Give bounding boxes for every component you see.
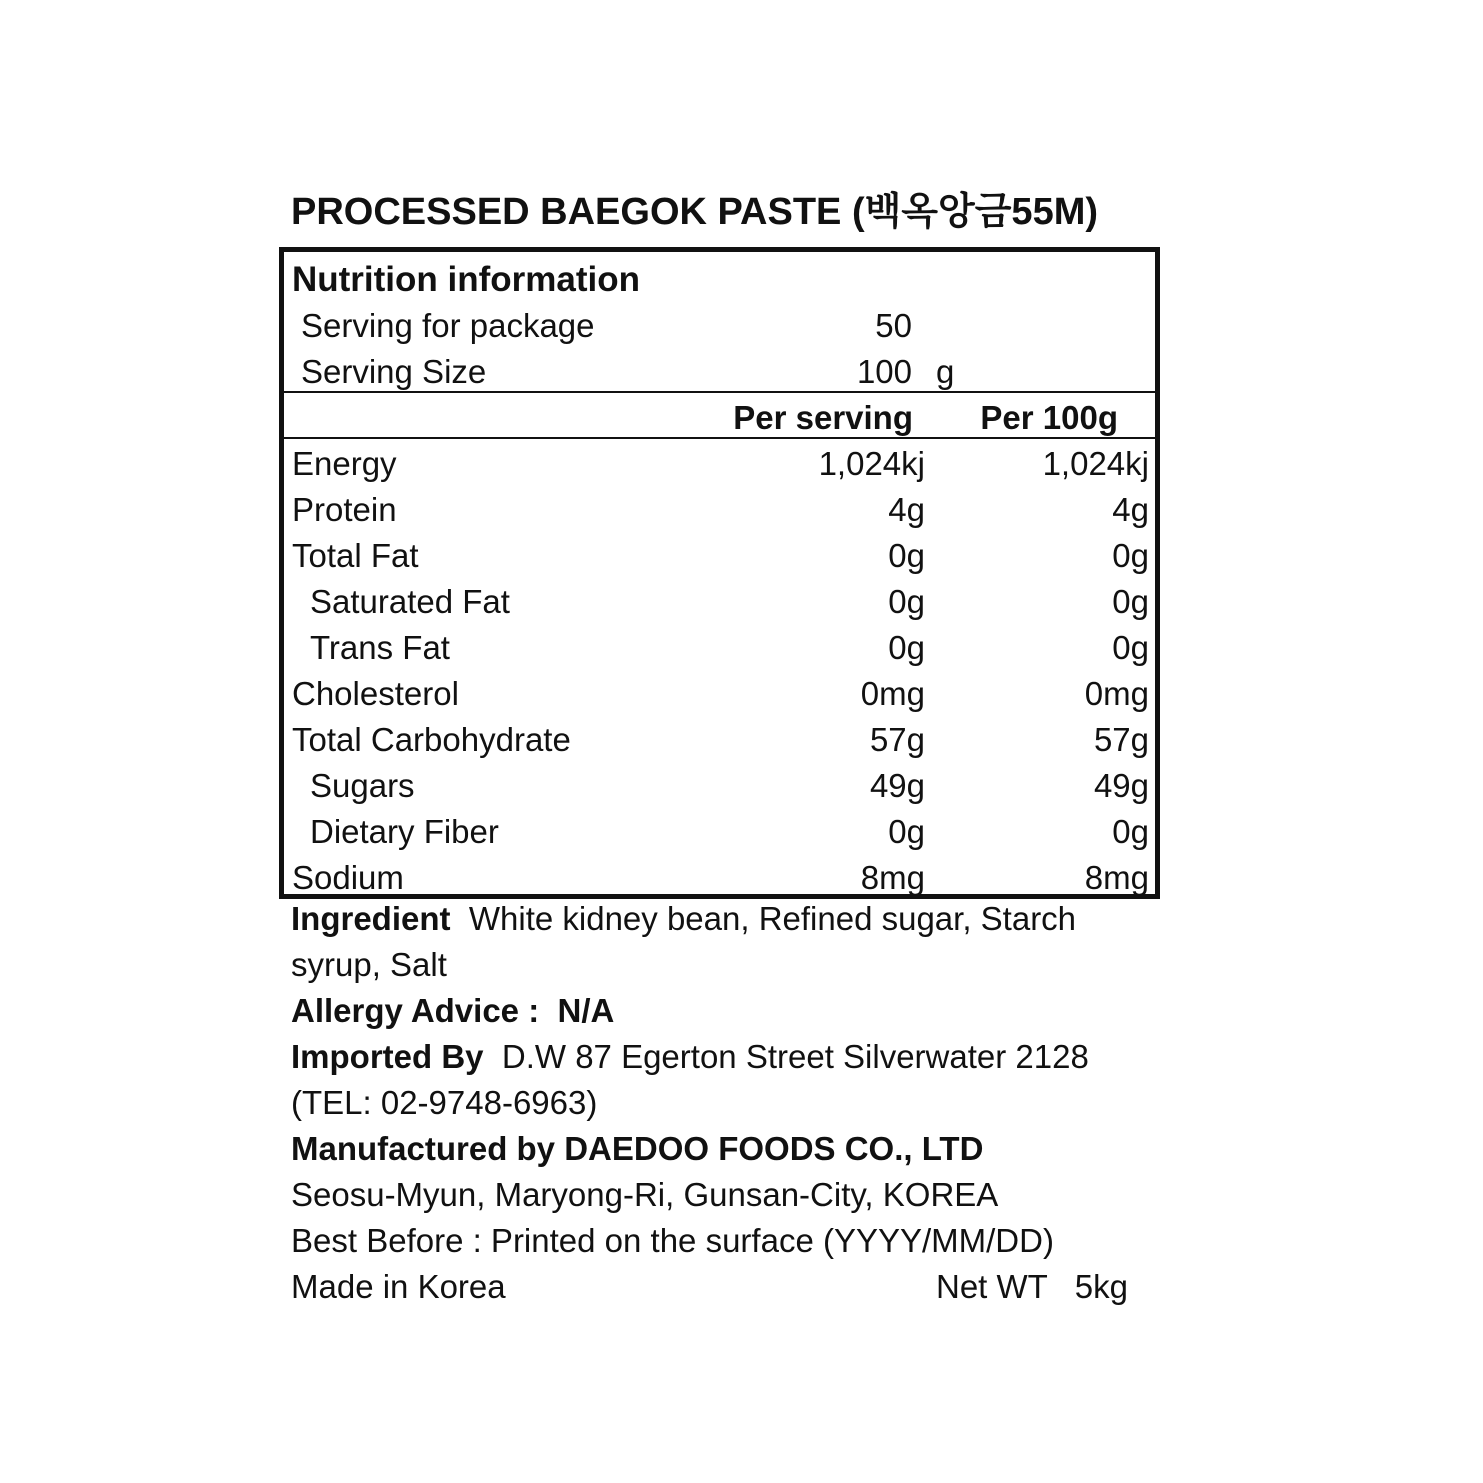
nutrient-label: Trans Fat	[310, 629, 450, 666]
allergy-label: Allergy Advice :	[291, 992, 540, 1029]
nutrient-row-dietary-fiber	[284, 809, 1155, 855]
nutrient-label: Protein	[292, 491, 397, 528]
net-weight: Net WT 5kg	[936, 1268, 1128, 1305]
telephone: (TEL: 02-9748-6963)	[291, 1084, 598, 1121]
per-100g-value: 0g	[1112, 537, 1149, 574]
per-100g-value: 4g	[1112, 491, 1149, 528]
per-serving-value: 0mg	[860, 675, 925, 712]
serving-size-unit: g	[936, 353, 955, 390]
allergy-line	[291, 988, 614, 1034]
nutrient-row-trans-fat	[284, 625, 1155, 671]
per-serving-value: 0g	[888, 813, 925, 850]
nutrient-row-sugars	[284, 763, 1155, 809]
nutrient-row-total-fat	[284, 533, 1155, 579]
ingredient-line	[291, 896, 1076, 942]
per-100g-value: 57g	[1093, 721, 1149, 758]
product-title: PROCESSED BAEGOK PASTE (백옥앙금55M)	[291, 191, 1099, 233]
per-100g-value: 0g	[1112, 629, 1149, 666]
nutrient-label: Dietary Fiber	[310, 813, 499, 850]
col-per-100g: Per 100g	[980, 399, 1118, 436]
per-100g-value: 0mg	[1084, 675, 1149, 712]
divider	[284, 391, 1155, 393]
serving-size-value: 100	[856, 353, 912, 390]
column-header-row	[284, 395, 1155, 441]
imported-line	[291, 1034, 1089, 1080]
serving-size-label: Serving Size	[301, 353, 487, 390]
best-before: Best Before : Printed on the surface (YYYY/MM/DD)	[291, 1222, 1054, 1259]
per-serving-value: 4g	[888, 491, 925, 528]
allergy-value: N/A	[557, 992, 615, 1029]
nutrient-label: Saturated Fat	[310, 583, 510, 620]
per-100g-value: 49g	[1093, 767, 1149, 804]
manufacturer: Manufactured by DAEDOO FOODS CO., LTD	[291, 1130, 984, 1167]
ingredient-label: Ingredient	[291, 900, 451, 937]
per-100g-value: 1,024kj	[1042, 445, 1149, 482]
made-in: Made in Korea	[291, 1268, 506, 1305]
nutrition-heading: Nutrition information	[292, 260, 641, 299]
per-serving-value: 1,024kj	[818, 445, 925, 482]
serving-size-row	[284, 349, 1155, 395]
nutrient-row-energy	[284, 441, 1155, 487]
nutrient-row-total-carbohydrate	[284, 717, 1155, 763]
serving-package-label: Serving for package	[301, 307, 595, 344]
per-serving-value: 8mg	[860, 859, 925, 896]
manufacturer-address: Seosu-Myun, Maryong-Ri, Gunsan-City, KOREA	[291, 1176, 999, 1213]
nutrient-row-cholesterol	[284, 671, 1155, 717]
divider	[284, 437, 1155, 439]
nutrient-row-saturated-fat	[284, 579, 1155, 625]
nutrient-row-protein	[284, 487, 1155, 533]
imported-label: Imported By	[291, 1038, 484, 1075]
serving-package-value: 50	[875, 307, 912, 344]
ingredient-text: White kidney bean, Refined sugar, Starch	[468, 900, 1077, 937]
nutrient-label: Sugars	[310, 767, 415, 804]
nutrient-label: Total Fat	[292, 537, 419, 574]
nutrient-label: Energy	[292, 445, 397, 482]
ingredient-text-cont: syrup, Salt	[291, 946, 447, 983]
per-serving-value: 0g	[888, 583, 925, 620]
serving-package-row	[284, 303, 1155, 349]
per-serving-value: 0g	[888, 537, 925, 574]
per-serving-value: 57g	[869, 721, 925, 758]
nutrient-label: Total Carbohydrate	[292, 721, 571, 758]
per-serving-value: 49g	[869, 767, 925, 804]
nutrient-label: Sodium	[292, 859, 404, 896]
nutrition-panel	[279, 247, 1160, 899]
per-serving-value: 0g	[888, 629, 925, 666]
col-per-serving: Per serving	[733, 399, 913, 436]
nutrient-label: Cholesterol	[292, 675, 459, 712]
imported-address: D.W 87 Egerton Street Silverwater 2128	[501, 1038, 1089, 1075]
per-100g-value: 0g	[1112, 583, 1149, 620]
per-100g-value: 8mg	[1084, 859, 1149, 896]
nutrient-row-sodium	[284, 855, 1155, 901]
per-100g-value: 0g	[1112, 813, 1149, 850]
